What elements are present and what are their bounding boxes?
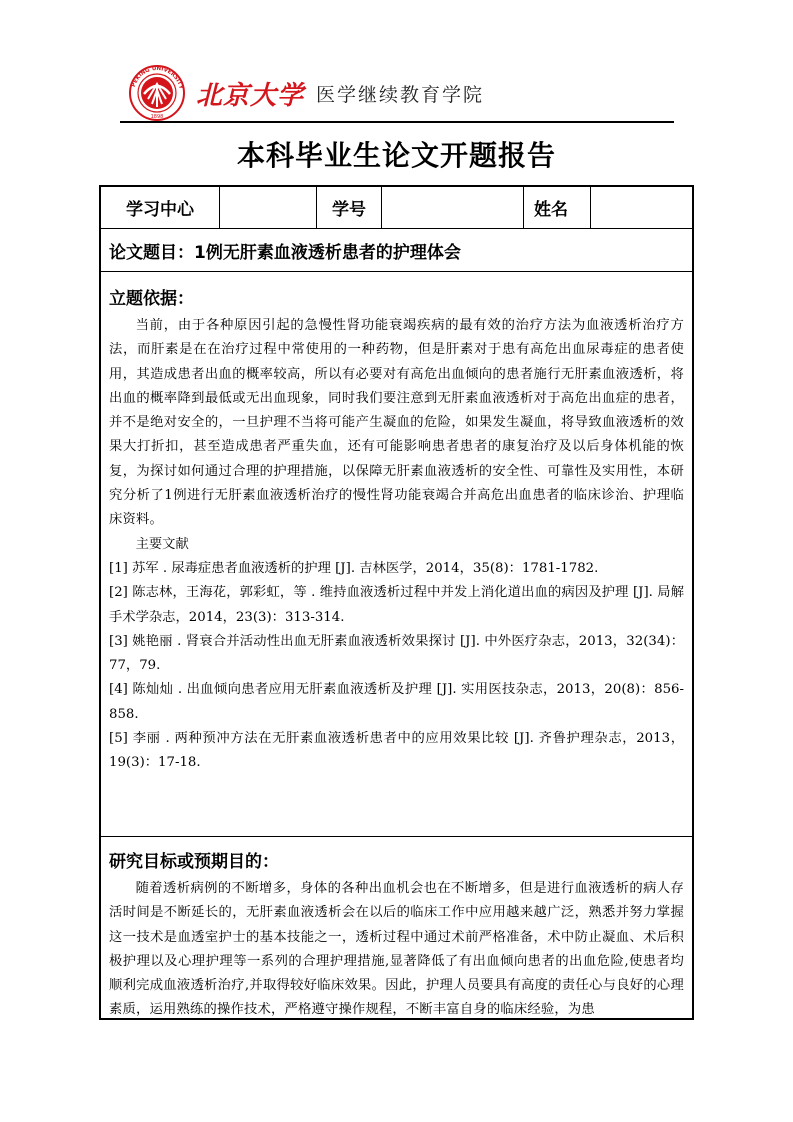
page-header [126, 64, 484, 122]
objective-paragraph: 随着透析病例的不断增多，身体的各种出血机会也在不断增多，但是进行血液透析的病人存活时间是不断延长的，无肝素血液透析会在以后的临床工作中应用越来越广泛，熟悉并努力掌握这一技术是血透室护士的基本技能之一，透析过程中通过术前严格准备，术中防止凝血、术后积极护理以及心理护理等一系列的合理护理措施,显著降低了有出血倾向患者的出血危险,使患者均顺利完成血液透析治疗,并取得较好临床效果。因此，护理人员要具有高度的责任心与良好的心理素质，运用熟练的操作技术，严格遵守操作规程，不断丰富自身的临床经验，为患 [109, 881, 684, 1018]
basis-section [101, 272, 692, 837]
basis-heading: 立题依据： [109, 289, 194, 309]
objective-section [101, 837, 692, 1018]
student-info-row [101, 187, 692, 229]
header-divider [120, 121, 674, 123]
name-label: 姓名 [524, 187, 591, 228]
student-id-value[interactable] [382, 187, 524, 228]
objective-heading: 研究目标或预期目的： [109, 852, 279, 872]
reference-item: [5] 李丽 . 两种预冲方法在无肝素血液透析患者中的应用效果比较 [J]. 齐鲁护理杂志，2013，19(3)：17-18. [109, 731, 684, 771]
reference-item: [1] 苏军 . 尿毒症患者血液透析的护理 [J]. 吉林医学，2014，35(8)：1781-1782. [109, 560, 599, 576]
basis-paragraph: 当前，由于各种原因引起的急慢性肾功能衰竭疾病的最有效的治疗方法为血液透析治疗方法，而肝素是在在治疗过程中常使用的一种药物，但是肝素对于患有高危出血尿毒症的患者使用，其造成患者出血的概率较高，所以有必要对有高危出血倾向的患者施行无肝素血液透析，将出血的概率降到最低或无出血现象，同时我们要注意到无肝素血液透析对于高危出血症的患者，并不是绝对安全的，一旦护理不当将可能产生凝血的危险，如果发生凝血，将导致血液透析的效果大打折扣，甚至造成患者严重失血，还有可能影响患者患者的康复治疗及以后身体机能的恢复，为探讨如何通过合理的护理措施，以保障无肝素血液透析的安全性、可靠性及实用性，本研究分析了1例进行无肝素血液透析治疗的慢性肾功能衰竭合并高危出血患者的临床诊治、护理临床资料。 [109, 318, 684, 528]
svg-text:PEKING UNIVERSITY: PEKING UNIVERSITY [130, 65, 184, 90]
reference-item: [4] 陈灿灿 . 出血倾向患者应用无肝素血液透析及护理 [J]. 实用医技杂志，2013，20(8)：856-858. [109, 682, 684, 722]
name-value[interactable] [591, 187, 692, 228]
school-name: 医学继续教育学院 [316, 83, 485, 106]
reference-item: [2] 陈志林，王海花，郭彩虹，等 . 维持血液透析过程中并发上消化道出血的病因及护理 [J]. 局解手术学杂志，2014，23(3)：313-314. [109, 585, 684, 625]
references-heading: 主要文献 [135, 536, 189, 552]
thesis-topic: 论文题目：1例无肝素血液透析患者的护理体会 [101, 229, 692, 272]
svg-text:1898: 1898 [150, 114, 164, 120]
reference-item: [3] 姚艳丽 . 肾衰合并活动性出血无肝素血液透析效果探讨 [J]. 中外医疗杂志，2013，32(34)：77，79. [109, 633, 684, 674]
study-center-label: 学习中心 [101, 187, 220, 228]
peking-university-seal-logo [126, 64, 188, 122]
student-id-label: 学号 [317, 187, 382, 228]
document-title: 本科毕业生论文开题报告 [236, 139, 556, 172]
university-brand: 北京大学 [196, 80, 305, 111]
report-table [99, 185, 694, 1020]
study-center-value[interactable] [220, 187, 317, 228]
